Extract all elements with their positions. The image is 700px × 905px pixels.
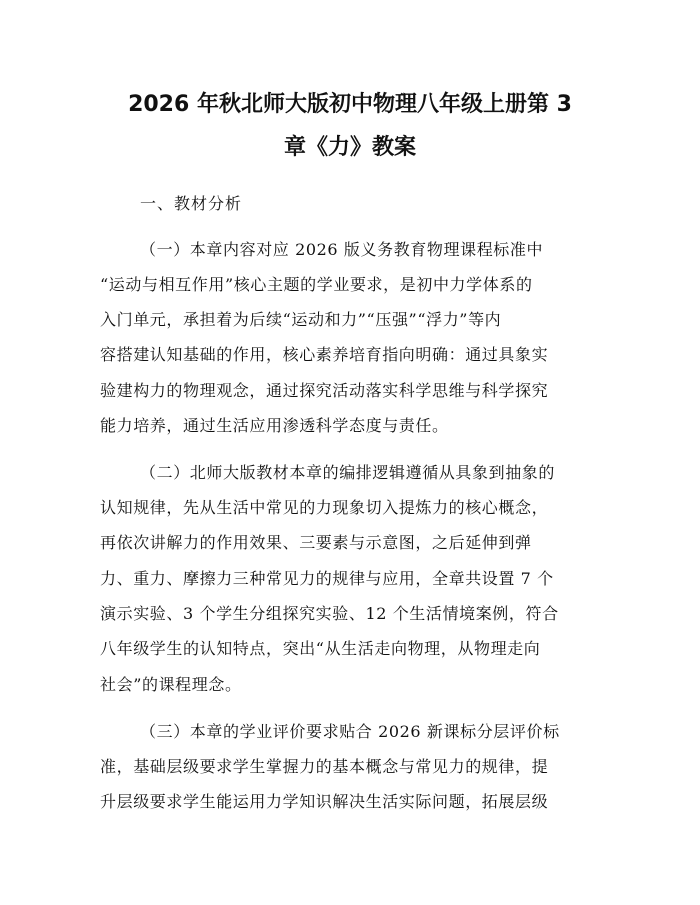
paragraph-line: 升层级要求学生能运用力学知识解决生活实际问题，拓展层级 — [100, 792, 549, 811]
paragraph-line: 认知规律，先从生活中常见的力现象切入提炼力的核心概念， — [100, 498, 549, 517]
paragraph-line: 验建构力的物理观念，通过探究活动落实科学思维与科学探究 — [100, 381, 549, 400]
paragraph-line: （三）本章的学业评价要求贴合 2026 新课标分层评价标 — [140, 722, 560, 741]
paragraph-line: 入门单元，承担着为后续“运动和力”“压强”“浮力”等内 — [100, 310, 502, 329]
document-title-line-1: 2026 年秋北师大版初中物理八年级上册第 3 — [128, 92, 572, 117]
document-title-line-2: 章《力》教案 — [283, 135, 416, 160]
paragraph-line: 社会”的课程理念。 — [100, 675, 242, 694]
paragraph-line: （一）本章内容对应 2026 版义务教育物理课程标准中 — [140, 240, 544, 259]
paragraph-line: 八年级学生的认知特点，突出“从生活走向物理，从物理走向 — [100, 639, 541, 658]
paragraph-line: 能力培养，通过生活应用渗透科学态度与责任。 — [100, 416, 449, 435]
paragraph-line: 容搭建认知基础的作用，核心素养培育指向明确：通过具象实 — [100, 345, 549, 364]
paragraph-line: 准，基础层级要求学生掌握力的基本概念与常见力的规律，提 — [100, 757, 549, 776]
section-heading: 一、教材分析 — [140, 194, 243, 213]
paragraph-line: 再依次讲解力的作用效果、三要素与示意图，之后延伸到弹 — [100, 533, 532, 552]
paragraph-line: 演示实验、3 个学生分组探究实验、12 个生活情境案例，符合 — [100, 604, 559, 623]
paragraph-line: 力、重力、摩擦力三种常见力的规律与应用，全章共设置 7 个 — [100, 569, 554, 588]
paragraph-line: “运动与相互作用”核心主题的学业要求，是初中力学体系的 — [100, 275, 533, 294]
paragraph-line: （二）北师大版教材本章的编排逻辑遵循从具象到抽象的 — [140, 463, 556, 482]
